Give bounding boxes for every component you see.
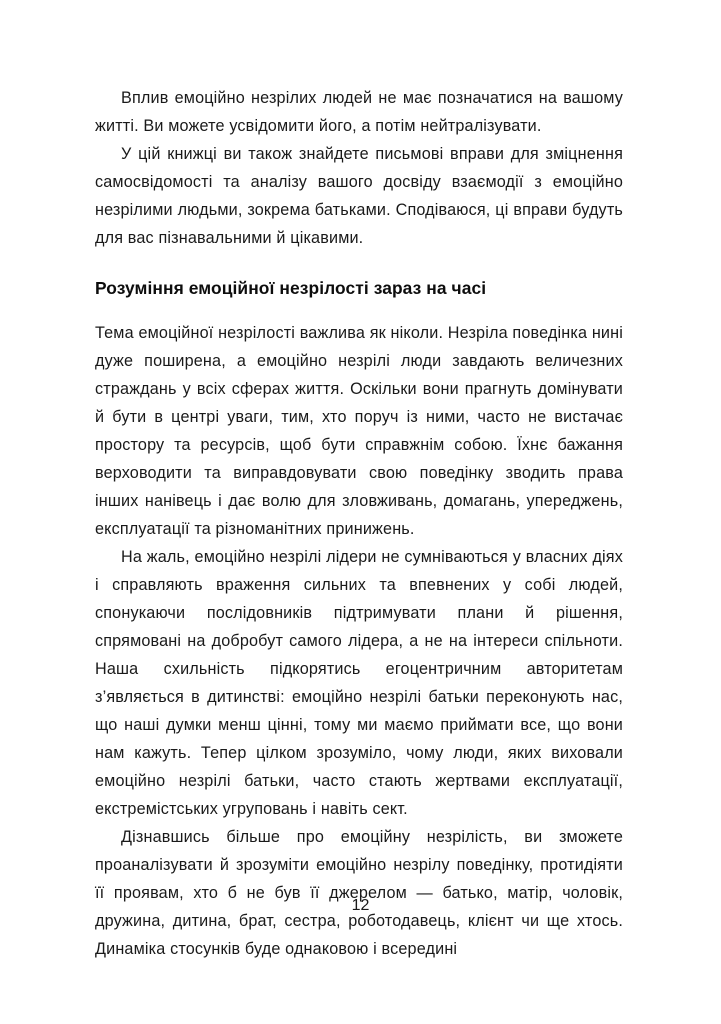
section-heading: Розуміння емоційної незрілості зараз на часі	[95, 278, 487, 298]
page-number: 12	[351, 897, 370, 914]
paragraph-1: Вплив емоційно незрілих людей не має позначатися на вашому житті. Ви можете усвідомити його, а потім нейтралізувати.	[95, 89, 623, 135]
paragraph-5: Дізнавшись більше про емоційну незрілість, ви зможете проаналізувати й зрозуміти емоційно незрілу поведінку, протидіяти її проявам, хто б не був її джерелом — батько, матір, чоловік, дружина, дитина, брат, сестра, роботодавець, клієнт чи ще хтось. Динаміка стосунків буде однаковою і всередині	[95, 828, 623, 958]
paragraph-4: На жаль, емоційно незрілі лідери не сумніваються у власних діях і справляють враження сильних та впевнених у собі людей, спонукаючи послідовників підтримувати плани й рішення, спрямовані на добробут самого лідера, а не на інтереси спільноти. Наша схильність підкорятись егоцентричним авторитетам з’являється в дитинстві: емоційно незрілі батьки переконують нас, що наші думки менш цінні, тому ми маємо приймати все, що вони нам кажуть. Тепер цілком зрозуміло, чому люди, яких виховали емоційно незрілі батьки, часто стають жертвами експлуатації, екстремістських угруповань і навіть сект.	[95, 548, 623, 818]
paragraph-2: У цій книжці ви також знайдете письмові вправи для зміцнення самосвідомості та аналізу вашого досвіду взаємодії з емоційно незрілими людьми, зокрема батьками. Сподіваюся, ці вправи будуть для вас пізнавальними й цікавими.	[95, 145, 623, 247]
paragraph-3: Тема емоційної незрілості важлива як ніколи. Незріла поведінка нині дуже поширена, а емоційно незрілі люди завдають величезних страждань у всіх сферах життя. Оскільки вони прагнуть домінувати й бути в центрі уваги, тим, хто поруч із ними, часто не вистачає простору та ресурсів, щоб бути справжнім собою. Їхнє бажання верховодити та виправдовувати свою поведінку зводить права інших нанівець і дає волю для зловживань, домагань, упереджень, експлуатації та різноманітних принижень.	[95, 324, 623, 538]
page-text-column	[95, 84, 623, 963]
